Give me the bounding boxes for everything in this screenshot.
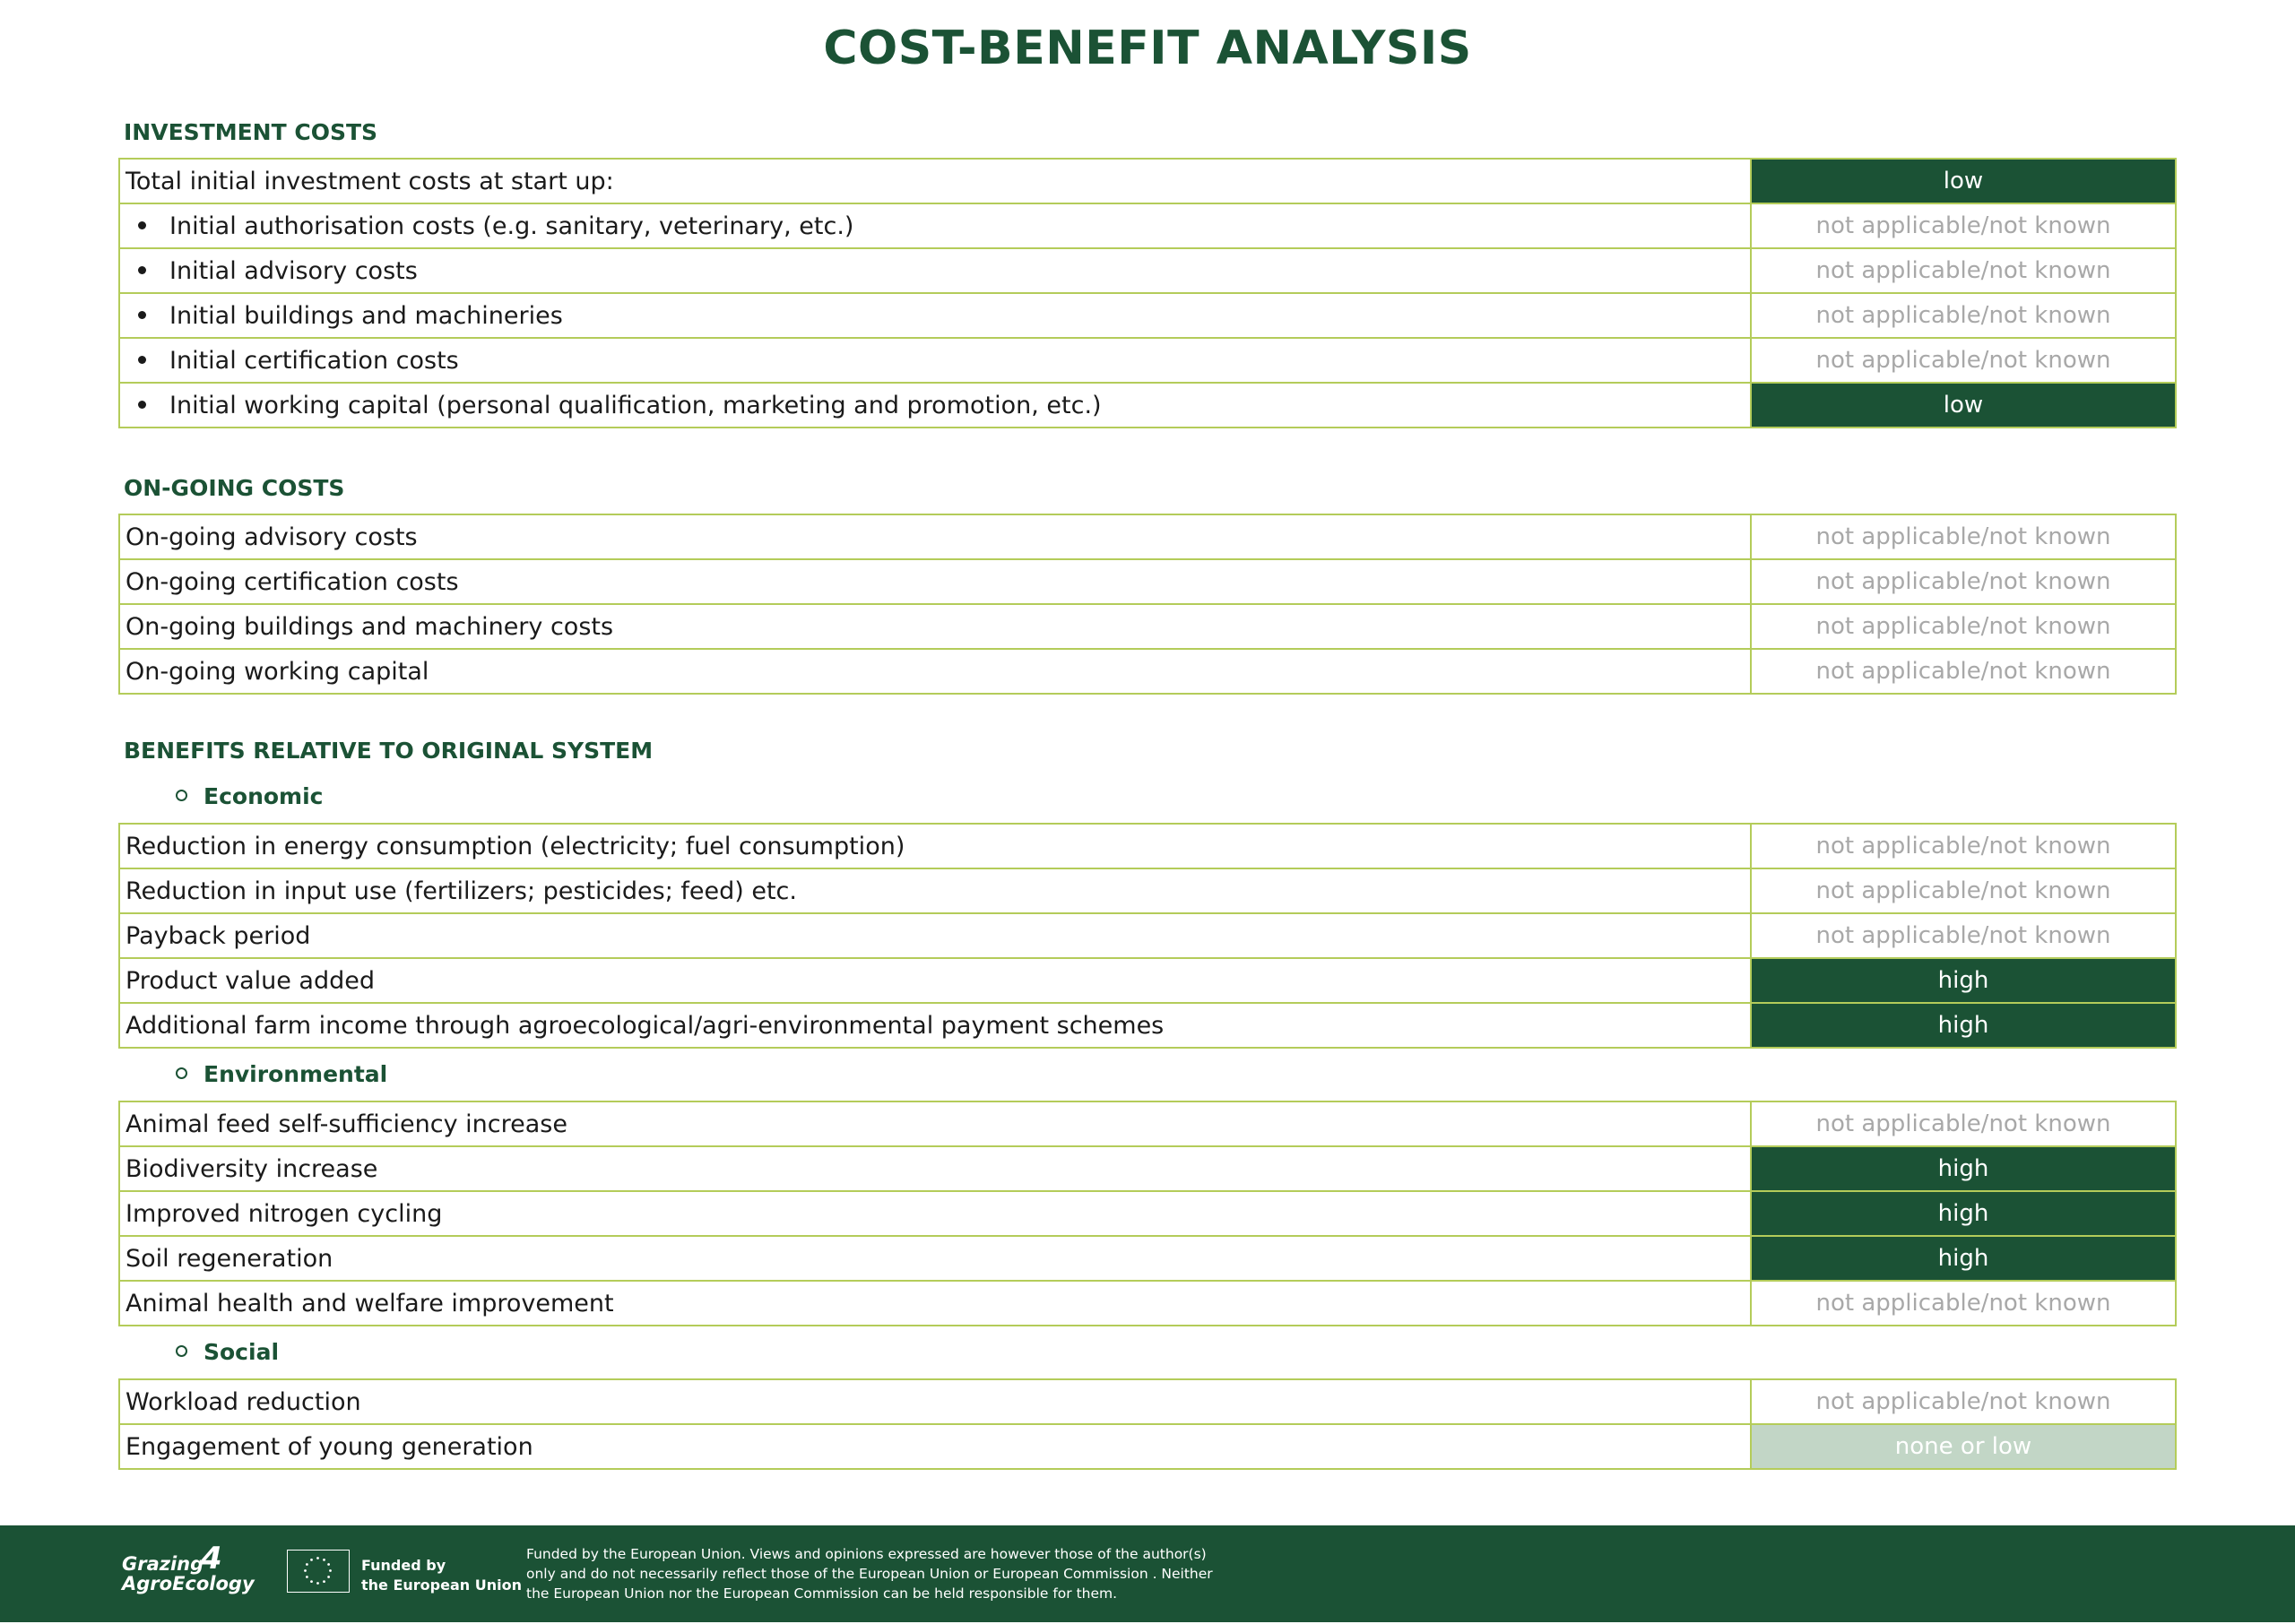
ongoing-costs-table [118, 514, 2177, 695]
rating-cell: high [1751, 1191, 2176, 1236]
disclaimer-line: only and do not necessarily reflect those of the European Union or European Commission . Neither [526, 1566, 1213, 1582]
grazing-agroecology-logo [122, 1541, 255, 1594]
table-row [119, 293, 2176, 338]
social-subheading [176, 1339, 279, 1365]
eu-flag-icon [287, 1550, 350, 1593]
economic-subheading [176, 783, 323, 809]
row-label: Payback period [119, 913, 1751, 958]
table-row [119, 383, 2176, 428]
row-label: On-going certification costs [119, 559, 1751, 604]
table-row [119, 1281, 2176, 1326]
economic-subheading-label: Economic [204, 783, 324, 809]
row-label: Reduction in energy consumption (electricity; fuel consumption) [119, 824, 1751, 868]
environmental-benefits-table [118, 1101, 2177, 1326]
social-benefits-table [118, 1378, 2177, 1470]
table-row [119, 248, 2176, 293]
row-label: Improved nitrogen cycling [119, 1191, 1751, 1236]
row-label: Animal health and welfare improvement [119, 1281, 1751, 1326]
row-label-cell [119, 248, 1751, 293]
rating-cell: not applicable/not known [1751, 203, 2176, 248]
economic-benefits-table [118, 823, 2177, 1049]
row-label: Initial advisory costs [169, 256, 418, 285]
investment-costs-heading: INVESTMENT COSTS [124, 119, 378, 145]
row-label: Initial working capital (personal qualification, marketing and promotion, etc.) [169, 391, 1102, 419]
environmental-subheading-label: Environmental [204, 1061, 388, 1087]
rating-cell: high [1751, 958, 2176, 1003]
table-row [119, 649, 2176, 694]
table-row [119, 958, 2176, 1003]
row-label: On-going buildings and machinery costs [119, 604, 1751, 649]
table-row [119, 1101, 2176, 1146]
table-row [119, 1424, 2176, 1469]
row-label: Additional farm income through agroecological/agri-environmental payment schemes [119, 1003, 1751, 1048]
page-title: COST-BENEFIT ANALYSIS [823, 22, 1472, 75]
row-label: Product value added [119, 958, 1751, 1003]
table-row [119, 514, 2176, 559]
footer-bar [0, 1525, 2295, 1622]
table-row [119, 203, 2176, 248]
row-label: Biodiversity increase [119, 1146, 1751, 1191]
rating-cell: not applicable/not known [1751, 604, 2176, 649]
rating-cell: not applicable/not known [1751, 1281, 2176, 1326]
table-row [119, 159, 2176, 203]
bullet-icon [138, 311, 146, 319]
logo-number: 4 [201, 1541, 222, 1576]
row-label: Animal feed self-sufficiency increase [119, 1101, 1751, 1146]
eu-funding-label [361, 1556, 522, 1595]
circle-bullet-icon [176, 1345, 187, 1357]
table-row [119, 824, 2176, 868]
disclaimer-text [526, 1544, 1225, 1603]
rating-cell: low [1751, 383, 2176, 428]
table-row [119, 1191, 2176, 1236]
table-row [119, 1379, 2176, 1424]
rating-cell: high [1751, 1236, 2176, 1281]
row-label: Initial certification costs [169, 346, 459, 375]
rating-cell: not applicable/not known [1751, 248, 2176, 293]
table-row [119, 1003, 2176, 1048]
environmental-subheading [176, 1061, 387, 1087]
social-subheading-label: Social [204, 1339, 280, 1365]
table-row [119, 1236, 2176, 1281]
rating-cell: low [1751, 159, 2176, 203]
rating-cell: not applicable/not known [1751, 913, 2176, 958]
logo-text-line1: Grazing [122, 1553, 204, 1575]
row-label: Initial authorisation costs (e.g. sanitary, veterinary, etc.) [169, 212, 854, 240]
rating-cell: high [1751, 1146, 2176, 1191]
rating-cell: not applicable/not known [1751, 824, 2176, 868]
disclaimer-line: the European Union nor the European Commission can be held responsible for them. [526, 1585, 1118, 1602]
row-label-cell [119, 293, 1751, 338]
rating-cell: not applicable/not known [1751, 649, 2176, 694]
row-label: Reduction in input use (fertilizers; pesticides; feed) etc. [119, 868, 1751, 913]
row-label: On-going advisory costs [119, 514, 1751, 559]
row-label-cell [119, 338, 1751, 383]
bullet-icon [138, 356, 146, 364]
investment-costs-table [118, 158, 2177, 428]
logo-text-line2: AgroEcology [122, 1573, 255, 1594]
disclaimer-line: Funded by the European Union. Views and opinions expressed are however those of the author(s) [526, 1546, 1207, 1562]
rating-cell: not applicable/not known [1751, 559, 2176, 604]
table-row [119, 604, 2176, 649]
rating-cell: none or low [1751, 1424, 2176, 1469]
rating-cell: not applicable/not known [1751, 1379, 2176, 1424]
circle-bullet-icon [176, 790, 187, 801]
row-label-cell [119, 383, 1751, 428]
eu-text-line1: Funded by [361, 1557, 446, 1574]
row-label-cell [119, 203, 1751, 248]
table-row [119, 913, 2176, 958]
benefits-heading: BENEFITS RELATIVE TO ORIGINAL SYSTEM [124, 738, 654, 764]
rating-cell: high [1751, 1003, 2176, 1048]
row-label: Soil regeneration [119, 1236, 1751, 1281]
rating-cell: not applicable/not known [1751, 293, 2176, 338]
table-row [119, 338, 2176, 383]
rating-cell: not applicable/not known [1751, 514, 2176, 559]
rating-cell: not applicable/not known [1751, 868, 2176, 913]
row-label: Initial buildings and machineries [169, 301, 563, 330]
table-row [119, 559, 2176, 604]
bullet-icon [138, 266, 146, 274]
circle-bullet-icon [176, 1067, 187, 1079]
table-row [119, 1146, 2176, 1191]
bullet-icon [138, 401, 146, 409]
eu-text-line2: the European Union [361, 1576, 522, 1594]
bullet-icon [138, 221, 146, 229]
row-label: Total initial investment costs at start up: [119, 159, 1751, 203]
rating-cell: not applicable/not known [1751, 338, 2176, 383]
row-label: Engagement of young generation [119, 1424, 1751, 1469]
row-label: On-going working capital [119, 649, 1751, 694]
table-row [119, 868, 2176, 913]
row-label: Workload reduction [119, 1379, 1751, 1424]
ongoing-costs-heading: ON-GOING COSTS [124, 475, 345, 501]
rating-cell: not applicable/not known [1751, 1101, 2176, 1146]
